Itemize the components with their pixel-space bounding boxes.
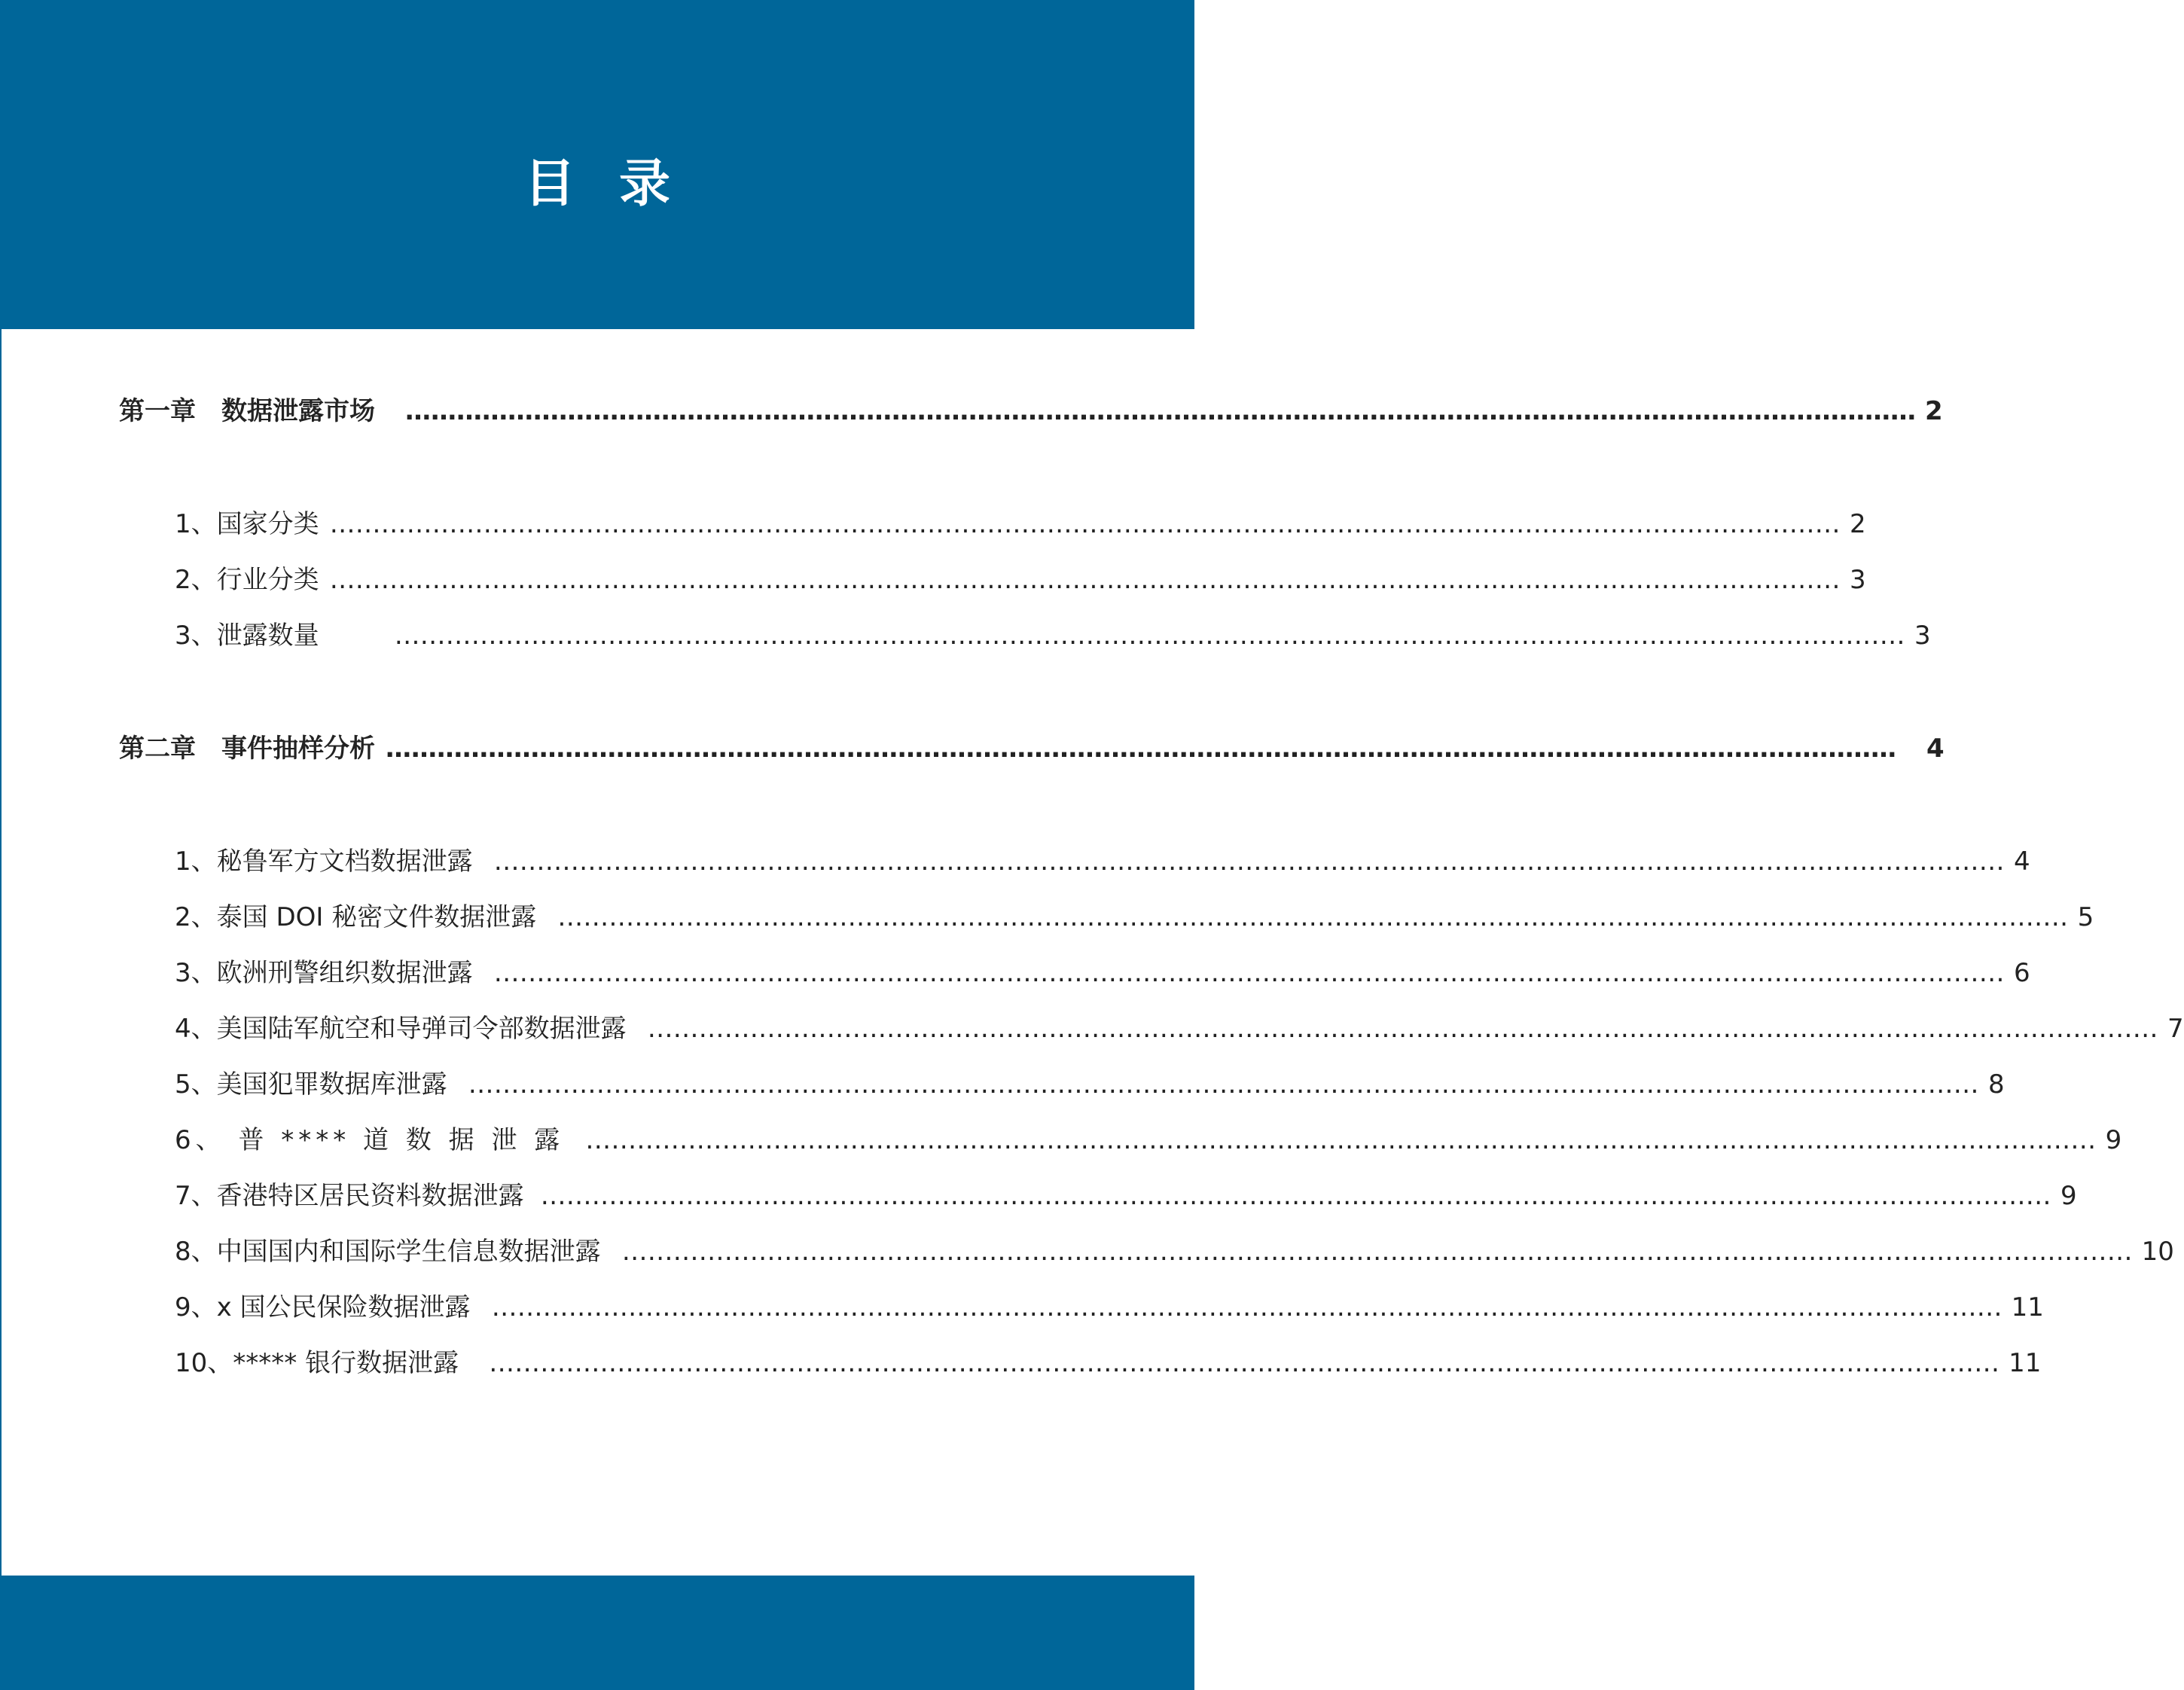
toc-page-number: 3 (1914, 621, 1931, 651)
toc-section-2-7[interactable] (175, 1175, 2077, 1217)
toc-chapter-label: 第一章 数据泄露市场 (119, 396, 375, 426)
header-band (0, 0, 1194, 329)
toc-section-2-3[interactable] (175, 952, 2030, 994)
toc-section-2-6[interactable] (175, 1119, 2122, 1161)
toc-leader-dots: …………………………………………………………………………………………………………………………………………………………… (647, 1014, 2158, 1044)
toc-section-2-2[interactable] (175, 896, 2094, 938)
toc-section-label: 4、美国陆军航空和导弹司令部数据泄露 (175, 1014, 627, 1044)
toc-section-label: 9、x 国公民保险数据泄露 (175, 1292, 471, 1322)
toc-page-number: 6 (2014, 958, 2030, 988)
toc-section-label: 1、秘鲁军方文档数据泄露 (175, 847, 473, 877)
toc-leader-dots: …………………………………………………………………………………………………………………………………………………………… (329, 509, 1841, 539)
toc-leader-dots: …………………………………………………………………………………………………………………………………………………………… (493, 847, 2005, 877)
toc-leader-dots: …………………………………………………………………………………………………………………………………………………………… (585, 1125, 2097, 1155)
toc-section-label: 7、香港特区居民资料数据泄露 (175, 1181, 524, 1211)
toc-section-2-5[interactable] (175, 1063, 2005, 1106)
toc-chapter-label: 第二章 事件抽样分析 (119, 734, 375, 764)
toc-section-label: 2、泰国 DOI 秘密文件数据泄露 (175, 902, 537, 932)
toc-leader-dots: …………………………………………………………………………………………………………………………………………………………… (468, 1069, 1979, 1100)
toc-section-2-9[interactable] (175, 1286, 2044, 1329)
toc-page-number: 9 (2105, 1125, 2122, 1155)
toc-page-number: 11 (2011, 1292, 2044, 1322)
toc-section-label: 1、国家分类 (175, 509, 319, 539)
footer-band (0, 1576, 1194, 1690)
toc-page-number: 2 (1925, 396, 1943, 426)
toc-section-label: 6、 普 **** 道 数 据 泄 露 (175, 1125, 565, 1155)
toc-leader-dots: …………………………………………………………………………………………………………………………………………………………… (540, 1181, 2051, 1211)
toc-section-label: 8、中国国内和国际学生信息数据泄露 (175, 1237, 601, 1267)
toc-leader-dots: …………………………………………………………………………………………………………………………………………………………… (621, 1237, 2133, 1267)
toc-section-label: 5、美国犯罪数据库泄露 (175, 1069, 447, 1100)
toc-section-label: 10、***** 银行数据泄露 (175, 1348, 459, 1378)
toc-leader-dots: …………………………………………………………………………………………………………………………………………………………… (405, 396, 1916, 426)
toc-section-2-1[interactable] (175, 840, 2030, 883)
toc-section-label: 3、泄露数量 (175, 621, 319, 651)
toc-section-2-10[interactable] (175, 1342, 2042, 1384)
toc-section-2-8[interactable] (175, 1231, 2174, 1273)
toc-leader-dots: …………………………………………………………………………………………………………………………………………………………… (557, 902, 2069, 932)
toc-page-number: 4 (1926, 734, 1945, 764)
toc-page-number: 8 (1988, 1069, 2005, 1100)
page-title: 目录 (523, 154, 714, 214)
toc-chapter-2[interactable] (119, 728, 1945, 770)
toc-leader-dots: …………………………………………………………………………………………………………………………………………………………… (493, 958, 2005, 988)
toc-page-number: 3 (1850, 565, 1866, 595)
toc-leader-dots: …………………………………………………………………………………………………………………………………………………………… (329, 565, 1841, 595)
toc-page-number: 7 (2167, 1014, 2184, 1044)
toc-leader-dots: …………………………………………………………………………………………………………………………………………………………… (386, 734, 1896, 764)
toc-leader-dots: …………………………………………………………………………………………………………………………………………………………… (491, 1292, 2003, 1322)
left-border-rule (0, 329, 2, 1576)
toc-chapter-1[interactable] (119, 390, 1943, 432)
toc-section-2-4[interactable] (175, 1008, 2184, 1050)
toc-section-1-1[interactable] (175, 503, 1866, 545)
toc-leader-dots: …………………………………………………………………………………………………………………………………………………………… (489, 1348, 2000, 1378)
toc-page-number: 11 (2009, 1348, 2042, 1378)
toc-section-label: 3、欧洲刑警组织数据泄露 (175, 958, 473, 988)
toc-leader-dots: …………………………………………………………………………………………………………………………………………………………… (394, 621, 1905, 651)
toc-section-1-3[interactable] (175, 615, 1931, 657)
toc-page-number: 4 (2014, 847, 2030, 877)
toc-section-label: 2、行业分类 (175, 565, 319, 595)
toc-section-1-2[interactable] (175, 559, 1866, 601)
toc-page-number: 5 (2077, 902, 2094, 932)
toc-page-number: 2 (1850, 509, 1866, 539)
toc-page-number: 9 (2060, 1181, 2077, 1211)
toc-page-number: 10 (2141, 1237, 2174, 1267)
